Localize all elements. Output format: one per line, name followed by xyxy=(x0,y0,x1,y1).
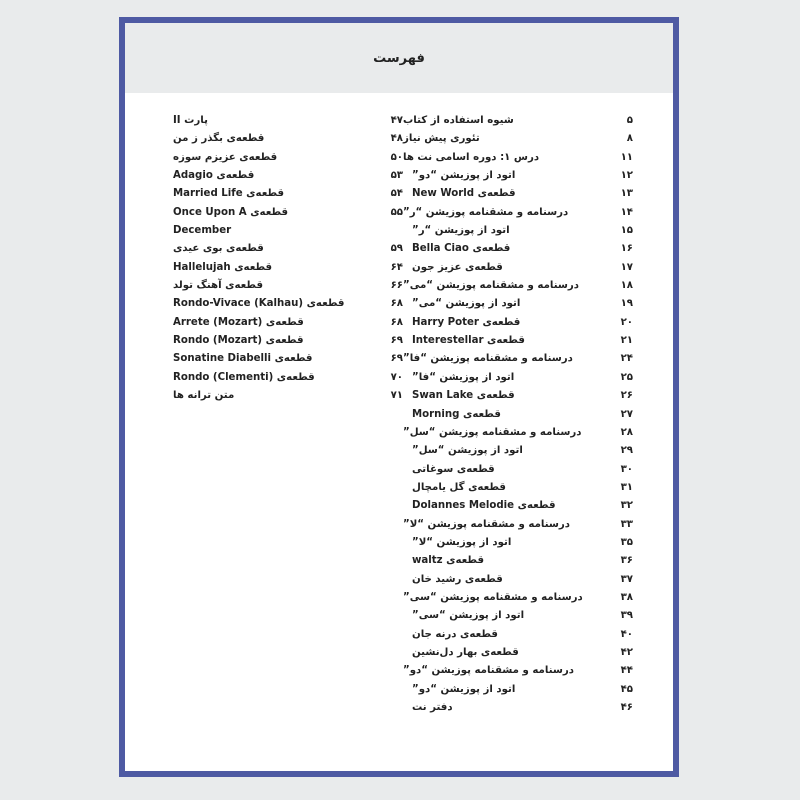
toc-entry xyxy=(403,350,633,368)
toc-page-number: ۵۴ xyxy=(390,188,403,200)
toc-entry xyxy=(403,607,633,625)
toc-entry xyxy=(173,204,403,222)
toc-entry xyxy=(173,112,403,130)
toc-entry-title: قطعه‌ی Dolannes Melodie xyxy=(412,500,556,512)
toc-entry xyxy=(173,130,403,148)
toc-entry xyxy=(403,387,633,405)
toc-page-number: ۵۹ xyxy=(390,243,403,255)
toc-entry-title: قطعه‌ی Morning xyxy=(412,408,501,420)
toc-entry xyxy=(403,204,633,222)
toc-entry xyxy=(403,424,633,442)
toc-page-number: ۶۹ xyxy=(390,335,403,347)
toc-entry xyxy=(403,662,633,680)
toc-page-number: ۳۱ xyxy=(620,481,633,493)
toc-page-number: ۴۵ xyxy=(620,683,633,695)
toc-page-number: ۳۵ xyxy=(620,536,633,548)
toc-entry-title: اتود از پوزیشن “دو” xyxy=(412,683,516,695)
toc-entry xyxy=(173,240,403,258)
toc-entry xyxy=(403,277,633,295)
toc-entry-title: اتود از پوزیشن “لا” xyxy=(412,536,512,548)
toc-entry-title: درسنامه و مشقنامه پوزیشن “فا” xyxy=(403,353,573,365)
toc-entry xyxy=(403,442,633,460)
toc-entry-title: اتود از پوزیشن “دو” xyxy=(412,170,516,182)
toc-entry-title: قطعه‌ی Harry Poter xyxy=(412,316,521,328)
toc-entry-title: دفتر نت xyxy=(412,702,453,713)
toc-entry xyxy=(403,112,633,130)
toc-page-number: ۱۹ xyxy=(620,298,633,310)
toc-entry xyxy=(403,552,633,570)
toc-entry xyxy=(173,277,403,295)
toc-entry xyxy=(403,167,633,185)
toc-entry xyxy=(403,534,633,552)
toc-entry-title: تئوری پیش نیاز xyxy=(403,133,480,145)
toc-entry-title: قطعه‌ی سوغاتی xyxy=(412,463,495,475)
toc-entry xyxy=(403,626,633,644)
toc-page-number: ۱۳ xyxy=(620,188,633,200)
toc-entry-title: قطعه‌ی Once Upon A xyxy=(173,206,289,218)
toc-page-number: ۳۸ xyxy=(620,591,633,603)
toc-entry xyxy=(173,332,403,350)
toc-entry xyxy=(173,259,403,277)
toc-entry-title: شیوه استفاده از کتاب xyxy=(403,115,514,126)
toc-page-number: ۳۹ xyxy=(620,610,633,622)
toc-entry-title: قطعه‌ی عزیز جون xyxy=(412,261,503,273)
toc-entry xyxy=(403,295,633,313)
toc-entry-title: قطعه‌ی Rondo (Mozart) xyxy=(173,335,304,347)
toc-entry xyxy=(403,185,633,203)
toc-page-number: ۶۴ xyxy=(390,261,403,273)
toc-entry-title: قطعه‌ی Rondo (Clementi) xyxy=(173,371,315,383)
toc-entry xyxy=(403,571,633,589)
toc-entry-title: قطعه‌ی Hallelujah xyxy=(173,261,273,273)
toc-entry-title: قطعه‌ی Swan Lake xyxy=(412,390,515,402)
toc-entry xyxy=(173,167,403,185)
toc-entry-title: درسنامه و مشقنامه پوزیشن “دو” xyxy=(403,665,574,677)
toc-entry xyxy=(403,461,633,479)
toc-page-number: ۲۸ xyxy=(620,426,633,438)
toc-entry xyxy=(403,314,633,332)
toc-entry xyxy=(403,516,633,534)
toc-page-number: ۵۵ xyxy=(390,206,403,218)
toc-entry-title: December xyxy=(173,225,232,237)
toc-page-number: ۳۶ xyxy=(620,555,633,567)
toc-entry xyxy=(403,259,633,277)
toc-page-number: ۴۲ xyxy=(620,646,633,658)
toc-page-number: ۴۶ xyxy=(620,702,633,713)
toc-page-number: ۲۵ xyxy=(620,371,633,383)
toc-entry xyxy=(173,314,403,332)
toc-entry xyxy=(403,222,633,240)
toc-entry-title: اتود از پوزیشن “سل” xyxy=(412,445,523,457)
toc-page-number: ۳۷ xyxy=(620,573,633,585)
toc-entry xyxy=(403,240,633,258)
toc-page-number: ۳۲ xyxy=(620,500,633,512)
toc-entry-title: درس ۱: دوره اسامی نت ها xyxy=(403,151,540,163)
toc-page-number: ۲۷ xyxy=(620,408,633,420)
toc-entry-title: قطعه‌ی گل یامچال xyxy=(412,481,506,493)
toc-page-number: ۶۹ xyxy=(390,353,403,365)
toc-entry-title: درسنامه و مشقنامه پوزیشن “ر” xyxy=(403,206,569,218)
toc-entry xyxy=(403,369,633,387)
toc-entry xyxy=(403,644,633,662)
toc-entry-title: درسنامه و مشقنامه پوزیشن “می” xyxy=(403,280,580,292)
toc-page-number: ۲۱ xyxy=(620,335,633,347)
toc-page-number: ۶۸ xyxy=(390,298,403,310)
toc-entry xyxy=(403,497,633,515)
toc-page-number: ۱۴ xyxy=(620,206,633,218)
toc-entry-title: قطعه‌ی بهار دل‌نشین xyxy=(412,646,519,658)
toc-entry-title: قطعه‌ی Adagio xyxy=(173,170,255,182)
toc-page-number: ۱۶ xyxy=(620,243,633,255)
toc-entry xyxy=(173,149,403,167)
toc-entry-title: قطعه‌ی waltz xyxy=(412,555,484,567)
toc-entry xyxy=(403,130,633,148)
toc-page-number: ۵ xyxy=(626,115,633,126)
toc-page-number: ۳۳ xyxy=(620,518,633,530)
toc-entry xyxy=(173,369,403,387)
toc-page-number: ۴۸ xyxy=(390,133,403,145)
toc-entry xyxy=(173,222,403,240)
toc-column-left xyxy=(173,112,403,406)
toc-page-number: ۲۰ xyxy=(620,316,633,328)
toc-page-number: ۷۱ xyxy=(390,390,403,402)
toc-page-number: ۲۹ xyxy=(620,445,633,457)
toc-page-number: ۳۰ xyxy=(620,463,633,475)
toc-entry-title: پارت II xyxy=(173,115,208,126)
toc-entry-title: قطعه‌ی New World xyxy=(412,188,516,200)
page-header xyxy=(125,23,673,93)
toc-entry-title: قطعه‌ی بگذر ز من xyxy=(173,133,265,145)
toc-entry xyxy=(173,350,403,368)
toc-page-number: ۱۷ xyxy=(620,261,633,273)
toc-entry-title: قطعه‌ی Bella Ciao xyxy=(412,243,511,255)
toc-page-number: ۵۳ xyxy=(390,170,403,182)
toc-entry-title: قطعه‌ی درنه جان xyxy=(412,628,498,640)
toc-page-number: ۴۷ xyxy=(390,115,403,126)
toc-entry xyxy=(173,387,403,405)
toc-entry-title: قطعه‌ی آهنگ تولد xyxy=(173,280,264,292)
toc-entry-title: قطعه‌ی Arrete (Mozart) xyxy=(173,316,304,328)
toc-page-number: ۲۶ xyxy=(620,390,633,402)
toc-entry xyxy=(173,185,403,203)
toc-page-number: ۱۸ xyxy=(620,280,633,292)
toc-entry-title: قطعه‌ی عزیزم سوزه xyxy=(173,151,278,163)
toc-entry-title: متن ترانه ها xyxy=(173,390,235,402)
toc-page-number: ۶۶ xyxy=(390,280,403,292)
toc-entry-title: درسنامه و مشقنامه پوزیشن “سل” xyxy=(403,426,582,438)
toc-entry xyxy=(173,295,403,313)
toc-entry-title: اتود از پوزیشن “فا” xyxy=(412,371,515,383)
toc-entry-title: اتود از پوزیشن “ر” xyxy=(412,225,510,237)
toc-entry-title: درسنامه و مشقنامه پوزیشن “سی” xyxy=(403,591,583,603)
toc-page-number: ۷۰ xyxy=(390,371,403,383)
toc-entry-title: قطعه‌ی Married Life xyxy=(173,188,285,200)
toc-entry xyxy=(403,149,633,167)
toc-entry-title: قطعه‌ی Interestellar xyxy=(412,335,525,347)
toc-entry-title: قطعه‌ی Rondo-Vivace (Kalhau) xyxy=(173,298,345,310)
toc-entry xyxy=(403,479,633,497)
toc-page-number: ۱۵ xyxy=(620,225,633,237)
toc-page-number: ۶۸ xyxy=(390,316,403,328)
toc-page-number: ۴۴ xyxy=(620,665,633,677)
toc-entry xyxy=(403,681,633,699)
toc-entry-title: قطعه‌ی Sonatine Diabelli xyxy=(173,353,313,365)
toc-page-number: ۲۴ xyxy=(620,353,633,365)
toc-column-right xyxy=(403,112,633,717)
toc-entry-title: اتود از پوزیشن “می” xyxy=(412,298,521,310)
toc-entry-title: درسنامه و مشقنامه پوزیشن “لا” xyxy=(403,518,570,530)
toc-page-number: ۱۲ xyxy=(620,170,633,182)
page-title: فهرست xyxy=(373,50,425,66)
toc-entry xyxy=(403,332,633,350)
toc-entry-title: اتود از پوزیشن “سی” xyxy=(412,610,525,622)
toc-page-number: ۸ xyxy=(626,133,633,145)
toc-entry xyxy=(403,699,633,717)
toc-entry-title: قطعه‌ی بوی عیدی xyxy=(173,243,264,255)
toc-entry-title: قطعه‌ی رشید خان xyxy=(412,573,503,585)
document-page xyxy=(119,17,679,777)
toc-page-number: ۴۰ xyxy=(620,628,633,640)
toc-page-number: ۵۰ xyxy=(390,151,403,163)
toc-entry xyxy=(403,589,633,607)
toc-entry xyxy=(403,406,633,424)
toc-page-number: ۱۱ xyxy=(620,151,633,163)
